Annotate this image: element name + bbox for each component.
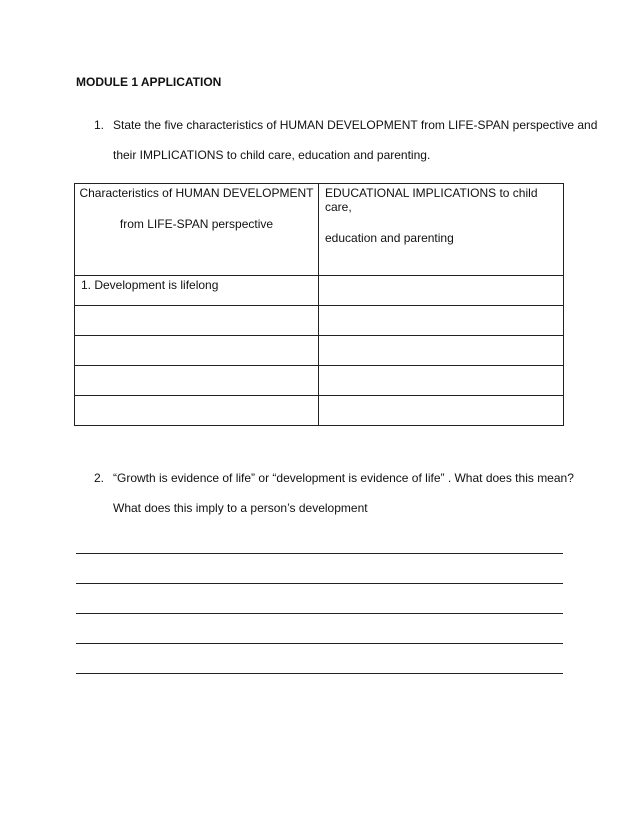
- header-right-line-1: EDUCATIONAL IMPLICATIONS to child care,: [325, 186, 538, 214]
- header-right-line-2: education and parenting: [325, 231, 454, 245]
- table-row: [75, 396, 564, 426]
- table-cell-characteristic[interactable]: [75, 366, 319, 396]
- answer-line[interactable]: [76, 553, 563, 554]
- header-left-line-2: from LIFE-SPAN perspective: [119, 217, 274, 231]
- table-header-row: [75, 184, 564, 276]
- cell-text: [75, 336, 318, 338]
- cell-text: [75, 366, 318, 368]
- table-row: [75, 306, 564, 336]
- answer-line[interactable]: [76, 673, 563, 674]
- question-1-line-1: State the five characteristics of HUMAN DEVELOPMENT from LIFE-SPAN perspective and: [113, 118, 598, 132]
- cell-text: [319, 276, 563, 278]
- table-cell-implication[interactable]: [319, 276, 564, 306]
- cell-text: [319, 396, 563, 398]
- answer-line[interactable]: [76, 643, 563, 644]
- cell-text: [75, 306, 318, 308]
- table-cell-implication[interactable]: [319, 366, 564, 396]
- table-cell-implication[interactable]: [319, 396, 564, 426]
- table-cell-characteristic[interactable]: [75, 276, 319, 306]
- cell-text: 1. Development is lifelong: [81, 278, 219, 292]
- question-2-line-2: What does this imply to a person’s development: [113, 501, 368, 515]
- header-left-line-1: Characteristics of HUMAN DEVELOPMENT: [79, 186, 314, 200]
- question-1-number: 1.: [94, 118, 105, 132]
- table-cell-implication[interactable]: [319, 336, 564, 366]
- page-title: MODULE 1 APPLICATION: [76, 75, 222, 89]
- table-cell-characteristic[interactable]: [75, 336, 319, 366]
- cell-text: [319, 336, 563, 338]
- table-header-implications: [319, 184, 564, 276]
- table-row: [75, 336, 564, 366]
- table-header-characteristics: [75, 184, 319, 276]
- cell-text: [319, 366, 563, 368]
- answer-line[interactable]: [76, 613, 563, 614]
- characteristics-table: [74, 183, 564, 426]
- cell-text: [319, 306, 563, 308]
- question-2-line-1: “Growth is evidence of life” or “development is evidence of life” . What does this mean?: [113, 471, 574, 485]
- table-cell-implication[interactable]: [319, 306, 564, 336]
- question-1-line-2: their IMPLICATIONS to child care, education and parenting.: [113, 148, 431, 162]
- answer-line[interactable]: [76, 583, 563, 584]
- table-row: [75, 276, 564, 306]
- table-cell-characteristic[interactable]: [75, 396, 319, 426]
- table-cell-characteristic[interactable]: [75, 306, 319, 336]
- cell-text: [75, 396, 318, 398]
- question-2-number: 2.: [94, 471, 105, 485]
- table-row: [75, 366, 564, 396]
